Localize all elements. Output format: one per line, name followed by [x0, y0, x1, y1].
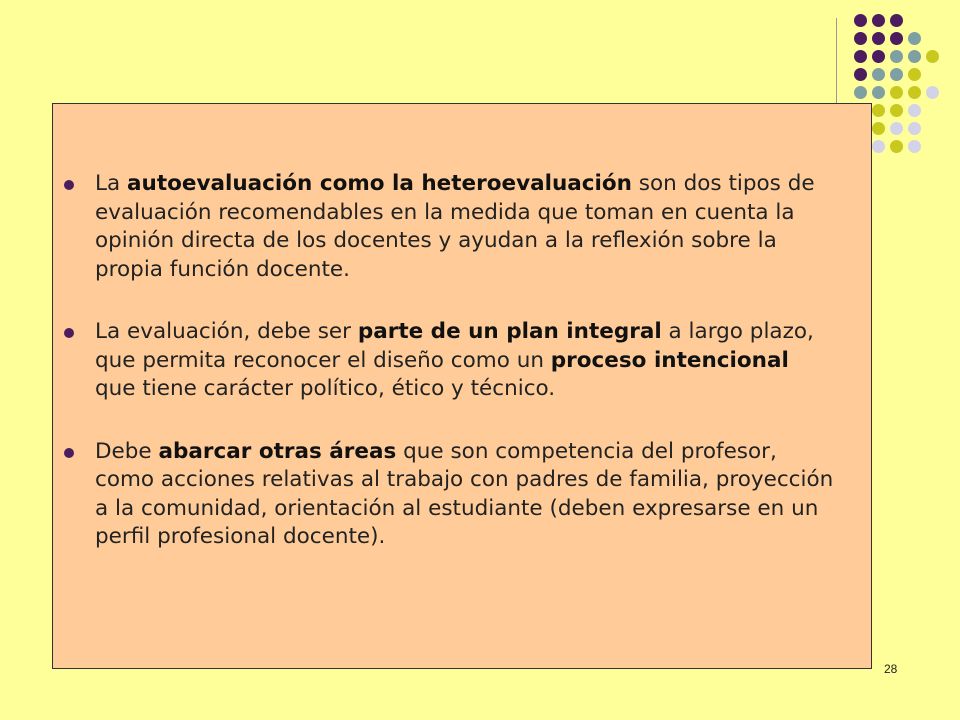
- bullet-text-bold: autoevaluación como la heteroevaluación: [127, 171, 632, 196]
- decorative-dot: [872, 140, 885, 153]
- decorative-dot: [890, 104, 903, 117]
- decorative-dot: [908, 50, 921, 63]
- bullet-text-bold: parte de un plan integral: [357, 319, 662, 344]
- decorative-dot: [926, 86, 939, 99]
- decorative-dot: [890, 86, 903, 99]
- bullet-text-rest: son dos tipos de evaluación recomendables en la medida que toman en cuenta la opinión directa de los docentes y ayudan a la reflexión sobre la propia función docente.: [95, 171, 815, 282]
- bullet-text: [95, 438, 835, 552]
- decorative-dot: [890, 68, 903, 81]
- content-box: [52, 103, 872, 669]
- decorative-dot: [890, 32, 903, 45]
- bullet-text: [95, 170, 835, 284]
- bullet-text: [95, 318, 835, 404]
- decorative-dot: [908, 68, 921, 81]
- decorative-dot: [872, 104, 885, 117]
- decorative-dot: [890, 140, 903, 153]
- bullet-dot-icon: [64, 328, 74, 338]
- bullet-text-bold: abarcar otras áreas: [158, 438, 397, 464]
- decorative-dot: [872, 32, 885, 45]
- decorative-dot: [854, 14, 867, 27]
- decorative-dot: [890, 122, 903, 135]
- page-number: 28: [884, 662, 898, 676]
- bullet-text-pre: Debe: [95, 438, 159, 464]
- bullet-item-other-areas: [53, 438, 871, 552]
- decorative-dot: [872, 122, 885, 135]
- decorative-dot: [908, 104, 921, 117]
- decorative-dot: [908, 86, 921, 99]
- decorative-dot: [872, 50, 885, 63]
- decorative-dot: [872, 68, 885, 81]
- bullet-item-self-evaluation: [53, 170, 871, 284]
- decorative-vertical-line: [836, 18, 837, 106]
- decorative-dot: [890, 50, 903, 63]
- bullet-text-rest: que son competencia del profesor, como acciones relativas al trabajo con padres de familia, proyección a la comunidad, orientación al estudiante (deben expresarse en un perfil profesional docente).: [95, 438, 834, 549]
- decorative-dot: [854, 86, 867, 99]
- decorative-dot: [872, 86, 885, 99]
- bullet-dot-icon: [64, 180, 74, 190]
- decorative-dot: [854, 50, 867, 63]
- bullet-list: [53, 170, 871, 586]
- bullet-item-integral-plan: [53, 318, 871, 404]
- bullet-text-bold-2: proceso intencional: [550, 347, 789, 373]
- decorative-dot: [926, 50, 939, 63]
- bullet-text-post: que tiene carácter político, ético y técnico.: [95, 376, 556, 401]
- bullet-dot-icon: [64, 448, 74, 458]
- decorative-dot: [854, 68, 867, 81]
- decorative-dot: [908, 122, 921, 135]
- decorative-dot: [890, 14, 903, 27]
- decorative-dot: [872, 14, 885, 27]
- decorative-dot: [854, 32, 867, 45]
- decorative-dot: [908, 32, 921, 45]
- bullet-text-mid: a largo plazo, que permita reconocer el diseño como un: [95, 319, 814, 373]
- bullet-text-pre: La evaluación, debe ser: [95, 319, 358, 344]
- decorative-dot: [908, 140, 921, 153]
- bullet-text-pre: La: [95, 171, 127, 196]
